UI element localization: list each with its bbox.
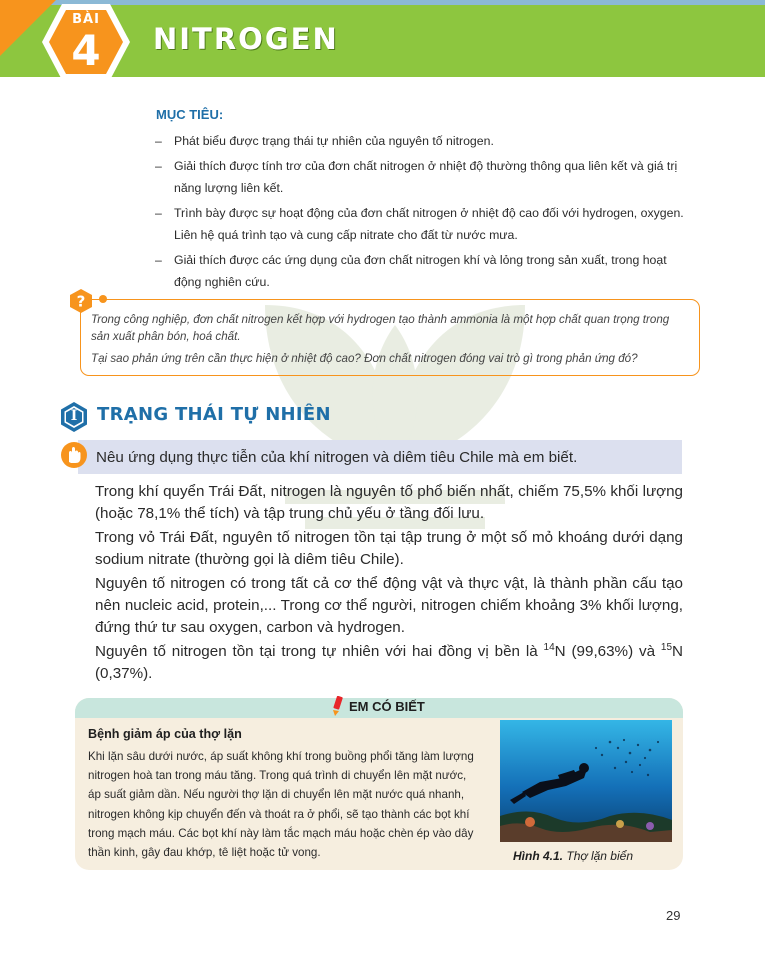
info-box-text: Khi lặn sâu dưới nước, áp suất không khí trong buồng phổi tăng làm lượng nitrogen hoà tan trong máu tăng. Trong quá trình di chuyển lên mặt nước, áp suất giảm dần. Nếu người thợ lặn di chuyển lên mặt nước quá nhanh, nitrogen không kịp chuyển đến và thoát ra ở phổi, sẽ tạo thành các bọt khí trong mạch máu. Các bọt khí này làm tắc mạch máu hoặc chèn ép vào dây thần kinh, gây đau khớp, tê liệt hoặc tử vong. [88,750,474,860]
objective-item: – Trình bày được sự hoạt động của đơn chất nitrogen ở nhiệt độ cao đối với hydrogen, oxygen. Liên hệ quá trình tạo và cung cấp nitrate cho đất từ nước mưa. [155,205,684,242]
page-number: 29 [666,908,681,923]
question-icon [68,288,94,314]
paragraph-crust: Trong vỏ Trái Đất, nguyên tố nitrogen tồn tại tập trung ở một số mỏ khoáng dưới dạng sodium nitrate (thường gọi là diêm tiêu Chile). [95,529,683,568]
objective-item: – Giải thích được các ứng dụng của đơn chất nitrogen khí và lỏng trong sản xuất, trong hoạt động nghiên cứu. [155,252,667,289]
question-text: Tại sao phản ứng trên cần thực hiện ở nhiệt độ cao? Đơn chất nitrogen đóng vai trò gì trong phản ứng đó? [91,352,638,365]
objective-item: – Giải thích được tính trơ của đơn chất nitrogen ở nhiệt độ thường thông qua liên kết và giá trị năng lượng liên kết. [155,158,678,195]
paragraph-organisms: Nguyên tố nitrogen có trong tất cả cơ thể động vật và thực vật, là thành phần cấu tạo nên nucleic acid, protein,... Trong cơ thể người, nitrogen chiếm khoảng 3% khối lượng, đứng thứ tư sau oxygen, carbon và hydrogen. [95,575,683,636]
paragraph-atmosphere: Trong khí quyển Trái Đất, nitrogen là nguyên tố phổ biến nhất, chiếm 75,5% khối lượng (hoặc 78,1% thể tích) và tập trung chủ yếu ở tầng đối lưu. [95,483,683,522]
question-box-dot [99,295,107,303]
info-box-subtitle: Bệnh giảm áp của thợ lặn [88,727,242,741]
question-context: Trong công nghiệp, đơn chất nitrogen kết hợp với hydrogen tạo thành ammonia là một hợp chất quan trọng trong sản xuất phân bón, hoá chất. [91,313,670,343]
lesson-badge [40,0,132,84]
photo-caption: Hình 4.1. Thợ lặn biển [513,849,633,863]
hand-icon [60,441,88,469]
section-number: I [70,408,78,424]
objectives-list [155,130,685,294]
activity-text: Nêu ứng dụng thực tiễn của khí nitrogen và diêm tiêu Chile mà em biết. [96,449,578,466]
lesson-title: NITROGEN [153,22,339,56]
info-box-title-wrap [330,695,425,717]
section-title: TRẠNG THÁI TỰ NHIÊN [97,404,331,425]
badge-number: 4 [71,26,101,75]
paragraph-isotopes: Nguyên tố nitrogen tồn tại trong tự nhiên với hai đồng vị bền là $^{14}$N (99,63%) và $^{15}$N (0,37%). [95,642,683,682]
question-box [80,299,700,376]
info-box-title: EM CÓ BIẾT [349,698,425,714]
objectives-heading: MỤC TIÊU: [156,107,224,122]
badge-label: BÀI [72,12,100,27]
svg-text:?: ? [76,292,86,311]
diver-photo [500,720,672,842]
pencil-icon [330,696,344,716]
objective-item: – Phát biểu được trạng thái tự nhiên của nguyên tố nitrogen. [155,134,494,148]
